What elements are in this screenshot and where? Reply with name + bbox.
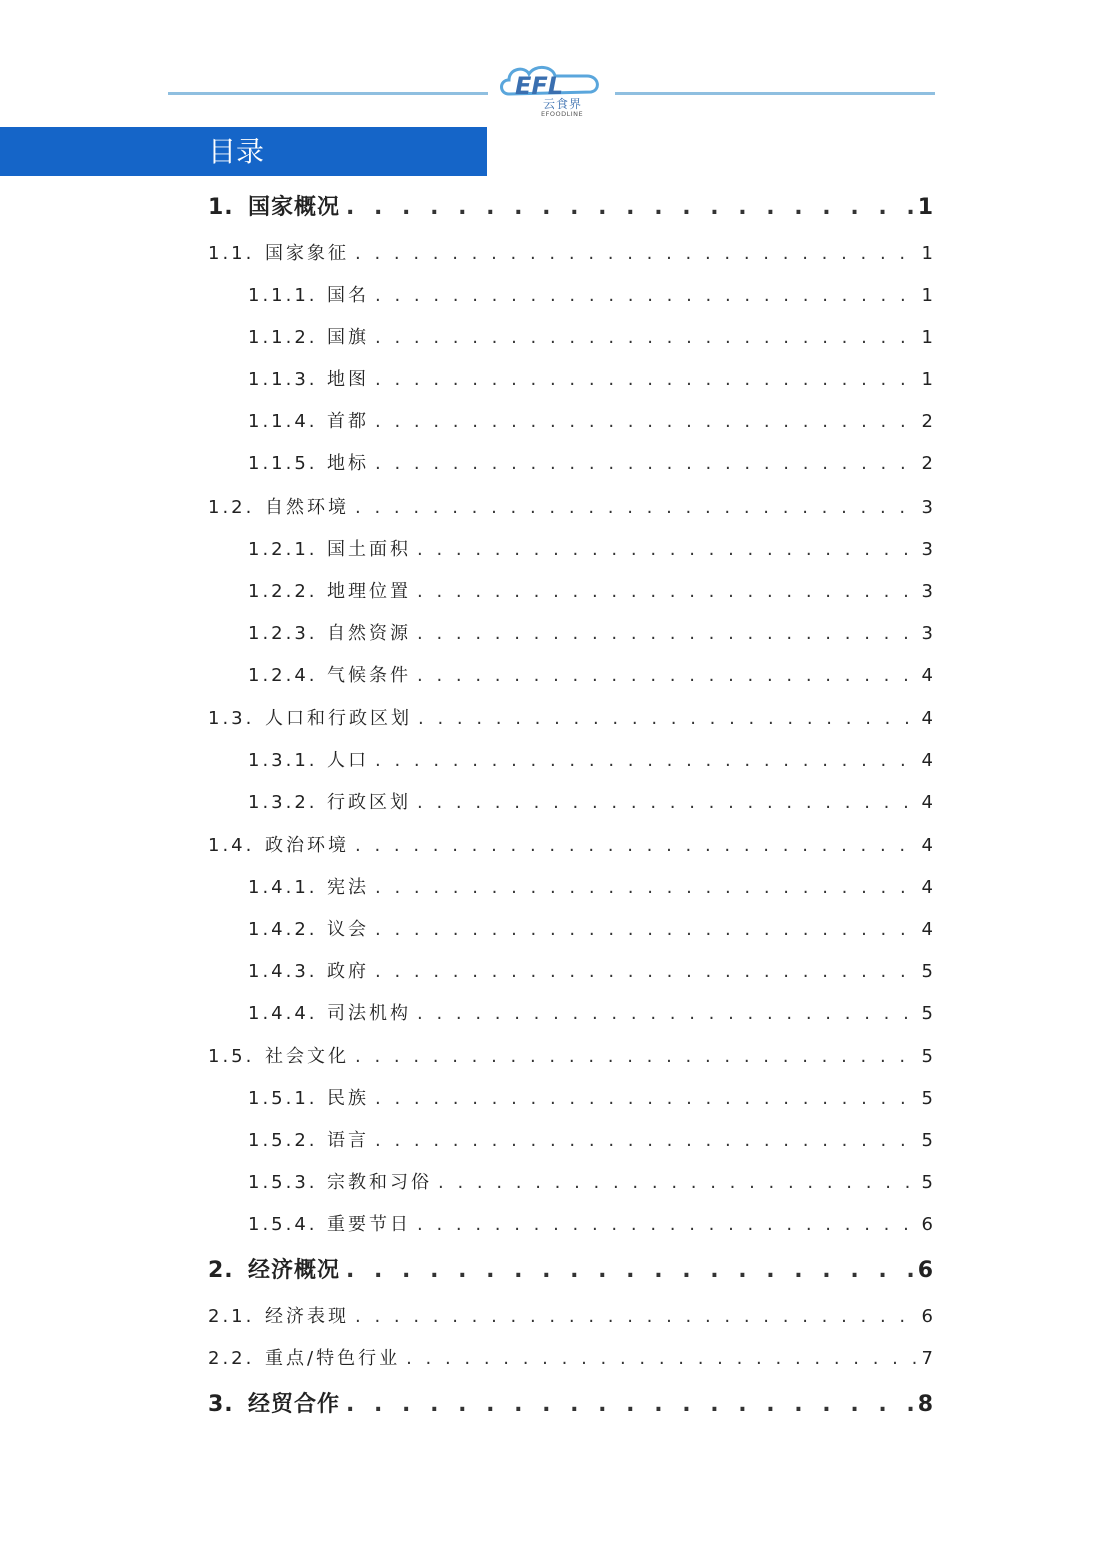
header-rule-right — [615, 92, 935, 95]
toc-entry-title: 经济表现 — [265, 1306, 349, 1327]
page-title: 目录 — [0, 127, 487, 176]
toc-leader-dots — [346, 1393, 914, 1417]
toc-entry-page: 5 — [921, 1088, 933, 1109]
toc-leader-dots — [355, 496, 918, 520]
toc-entry[interactable] — [208, 834, 933, 858]
toc-entry-number: 1. — [208, 195, 234, 220]
toc-entry-page: 5 — [921, 1046, 933, 1067]
toc-entry-title: 地理位置 — [327, 581, 411, 602]
toc-entry-number: 1.4.2. — [248, 919, 318, 940]
toc-entry-title: 自然环境 — [265, 497, 349, 518]
toc-leader-dots — [417, 622, 918, 646]
toc-entry-title: 人口 — [327, 750, 369, 771]
toc-entry-number: 1.5.1. — [248, 1088, 318, 1109]
toc-leader-dots — [375, 284, 918, 308]
toc-entry-page: 1 — [921, 243, 933, 264]
toc-entry-title: 国家象征 — [265, 243, 349, 264]
toc-entry-page: 7 — [921, 1348, 933, 1369]
toc-entry[interactable] — [248, 410, 933, 434]
toc-entry-number: 2. — [208, 1258, 234, 1283]
toc-entry-page: 4 — [921, 835, 933, 856]
toc-entry-number: 1.2.1. — [248, 539, 318, 560]
toc-entry-title: 地标 — [327, 453, 369, 474]
toc-entry-title: 重要节日 — [327, 1214, 411, 1235]
toc-entry[interactable] — [248, 284, 933, 308]
toc-entry-number: 1.4.1. — [248, 877, 318, 898]
toc-entry-page: 1 — [921, 327, 933, 348]
toc-entry[interactable] — [248, 538, 933, 562]
toc-entry-number: 1.1.5. — [248, 453, 318, 474]
toc-entry-page: 4 — [921, 877, 933, 898]
toc-entry-page: 4 — [921, 750, 933, 771]
toc-entry-page: 4 — [921, 665, 933, 686]
toc-entry-number: 1.4. — [208, 835, 255, 856]
toc-entry-number: 1.2.3. — [248, 623, 318, 644]
toc-entry[interactable] — [208, 1347, 933, 1371]
toc-entry[interactable] — [208, 1305, 933, 1329]
toc-entry-number: 1.3.1. — [248, 750, 318, 771]
toc-entry[interactable] — [208, 496, 933, 520]
toc-leader-dots — [417, 1002, 918, 1026]
toc-entry-title: 议会 — [327, 919, 369, 940]
toc-entry[interactable] — [248, 791, 933, 815]
toc-entry-page: 3 — [921, 539, 933, 560]
toc-entry-number: 1.2.2. — [248, 581, 318, 602]
toc-entry[interactable] — [248, 1002, 933, 1026]
toc-leader-dots — [418, 707, 918, 731]
logo-wordmark: EFL — [515, 72, 564, 100]
toc-entry-number: 1.3.2. — [248, 792, 318, 813]
toc-entry[interactable] — [248, 918, 933, 942]
toc-entry-number: 1.1.2. — [248, 327, 318, 348]
toc-leader-dots — [375, 876, 918, 900]
toc-entry-number: 1.1. — [208, 243, 255, 264]
toc-leader-dots — [355, 242, 918, 266]
toc-entry-number: 1.5.4. — [248, 1214, 318, 1235]
toc-leader-dots — [375, 960, 918, 984]
toc-entry-number: 1.4.4. — [248, 1003, 318, 1024]
toc-leader-dots — [355, 1045, 918, 1069]
toc-leader-dots — [375, 918, 918, 942]
toc-entry-title: 语言 — [327, 1130, 369, 1151]
toc-entry-title: 首都 — [327, 411, 369, 432]
toc-entry-page: 4 — [921, 708, 933, 729]
logo-chinese-name: 云食界 — [543, 97, 583, 111]
toc-entry-title: 重点/特色行业 — [265, 1348, 401, 1369]
toc-entry-title: 宗教和习俗 — [327, 1172, 432, 1193]
logo-english-name: EFOODLINE — [541, 110, 584, 118]
toc-leader-dots — [375, 410, 918, 434]
toc-entry-number: 1.5.2. — [248, 1130, 318, 1151]
toc-leader-dots — [375, 1129, 918, 1153]
toc-entry-title: 人口和行政区划 — [265, 708, 412, 729]
toc-entry-title: 行政区划 — [327, 792, 411, 813]
toc-entry-title: 国旗 — [327, 327, 369, 348]
toc-entry-title: 社会文化 — [265, 1046, 349, 1067]
toc-entry[interactable] — [248, 749, 933, 773]
toc-leader-dots — [375, 749, 918, 773]
toc-entry-page: 3 — [921, 623, 933, 644]
toc-entry[interactable] — [248, 452, 933, 476]
toc-entry-page: 8 — [917, 1392, 933, 1417]
toc-entry-page: 2 — [921, 411, 933, 432]
toc-entry[interactable] — [208, 196, 933, 220]
header-rule-left — [168, 92, 488, 95]
toc-leader-dots — [355, 834, 918, 858]
toc-leader-dots — [375, 326, 918, 350]
toc-entry[interactable] — [208, 1045, 933, 1069]
toc-entry-number: 1.4.3. — [248, 961, 318, 982]
toc-entry-title: 经贸合作 — [248, 1392, 341, 1417]
toc-entry-page: 6 — [917, 1258, 933, 1283]
toc-entry[interactable] — [248, 664, 933, 688]
toc-entry[interactable] — [248, 368, 933, 392]
toc-entry[interactable] — [248, 1213, 933, 1237]
toc-entry[interactable] — [248, 1087, 933, 1111]
toc-leader-dots — [417, 791, 918, 815]
toc-entry-number: 2.1. — [208, 1306, 255, 1327]
toc-entry-number: 1.1.4. — [248, 411, 318, 432]
toc-leader-dots — [438, 1171, 918, 1195]
toc-entry-title: 国家概况 — [248, 195, 341, 220]
toc-entry-page: 1 — [921, 369, 933, 390]
toc-leader-dots — [417, 1213, 918, 1237]
toc-entry-page: 2 — [921, 453, 933, 474]
toc-leader-dots — [355, 1305, 918, 1329]
toc-entry-title: 国名 — [327, 285, 369, 306]
toc-entry[interactable] — [208, 1393, 933, 1417]
toc-entry[interactable] — [248, 1171, 933, 1195]
toc-entry-title: 国土面积 — [327, 539, 411, 560]
toc-entry[interactable] — [248, 326, 933, 350]
toc-entry-page: 1 — [921, 285, 933, 306]
toc-entry-number: 3. — [208, 1392, 234, 1417]
toc-entry-page: 4 — [921, 792, 933, 813]
toc-entry-number: 1.3. — [208, 708, 255, 729]
toc-entry-title: 地图 — [327, 369, 369, 390]
toc-entry[interactable] — [208, 1259, 933, 1283]
toc-leader-dots — [417, 580, 918, 604]
toc-leader-dots — [375, 1087, 918, 1111]
toc-leader-dots — [406, 1347, 917, 1371]
toc-entry-title: 民族 — [327, 1088, 369, 1109]
toc-entry-page: 5 — [921, 1130, 933, 1151]
toc-entry-title: 自然资源 — [327, 623, 411, 644]
toc-leader-dots — [417, 664, 918, 688]
toc-entry-title: 宪法 — [327, 877, 369, 898]
toc-entry-title: 经济概况 — [248, 1258, 341, 1283]
toc-entry-number: 2.2. — [208, 1348, 255, 1369]
toc-entry-page: 6 — [921, 1306, 933, 1327]
toc-entry[interactable] — [248, 1129, 933, 1153]
toc-leader-dots — [375, 368, 918, 392]
toc-entry-title: 政府 — [327, 961, 369, 982]
toc-entry-number: 1.5.3. — [248, 1172, 318, 1193]
toc-entry-page: 3 — [921, 581, 933, 602]
toc-entry-page: 4 — [921, 919, 933, 940]
toc-leader-dots — [417, 538, 918, 562]
toc-entry[interactable] — [208, 242, 933, 266]
toc-entry-page: 6 — [921, 1214, 933, 1235]
toc-leader-dots — [375, 452, 918, 476]
toc-entry[interactable] — [248, 960, 933, 984]
toc-entry[interactable] — [208, 707, 933, 731]
toc-entry[interactable] — [248, 876, 933, 900]
toc-entry-title: 司法机构 — [327, 1003, 411, 1024]
toc-entry[interactable] — [248, 622, 933, 646]
toc-entry-page: 3 — [921, 497, 933, 518]
toc-entry-title: 政治环境 — [265, 835, 349, 856]
toc-entry-page: 5 — [921, 961, 933, 982]
toc-leader-dots — [346, 196, 914, 220]
toc-entry-title: 气候条件 — [327, 665, 411, 686]
toc-entry-number: 1.1.3. — [248, 369, 318, 390]
toc-entry-page: 5 — [921, 1003, 933, 1024]
toc-entry-page: 5 — [921, 1172, 933, 1193]
toc-entry[interactable] — [248, 580, 933, 604]
toc-entry-number: 1.2.4. — [248, 665, 318, 686]
toc-entry-number: 1.2. — [208, 497, 255, 518]
toc-leader-dots — [346, 1259, 914, 1283]
toc-entry-number: 1.5. — [208, 1046, 255, 1067]
toc-entry-number: 1.1.1. — [248, 285, 318, 306]
toc-entry-page: 1 — [917, 195, 933, 220]
